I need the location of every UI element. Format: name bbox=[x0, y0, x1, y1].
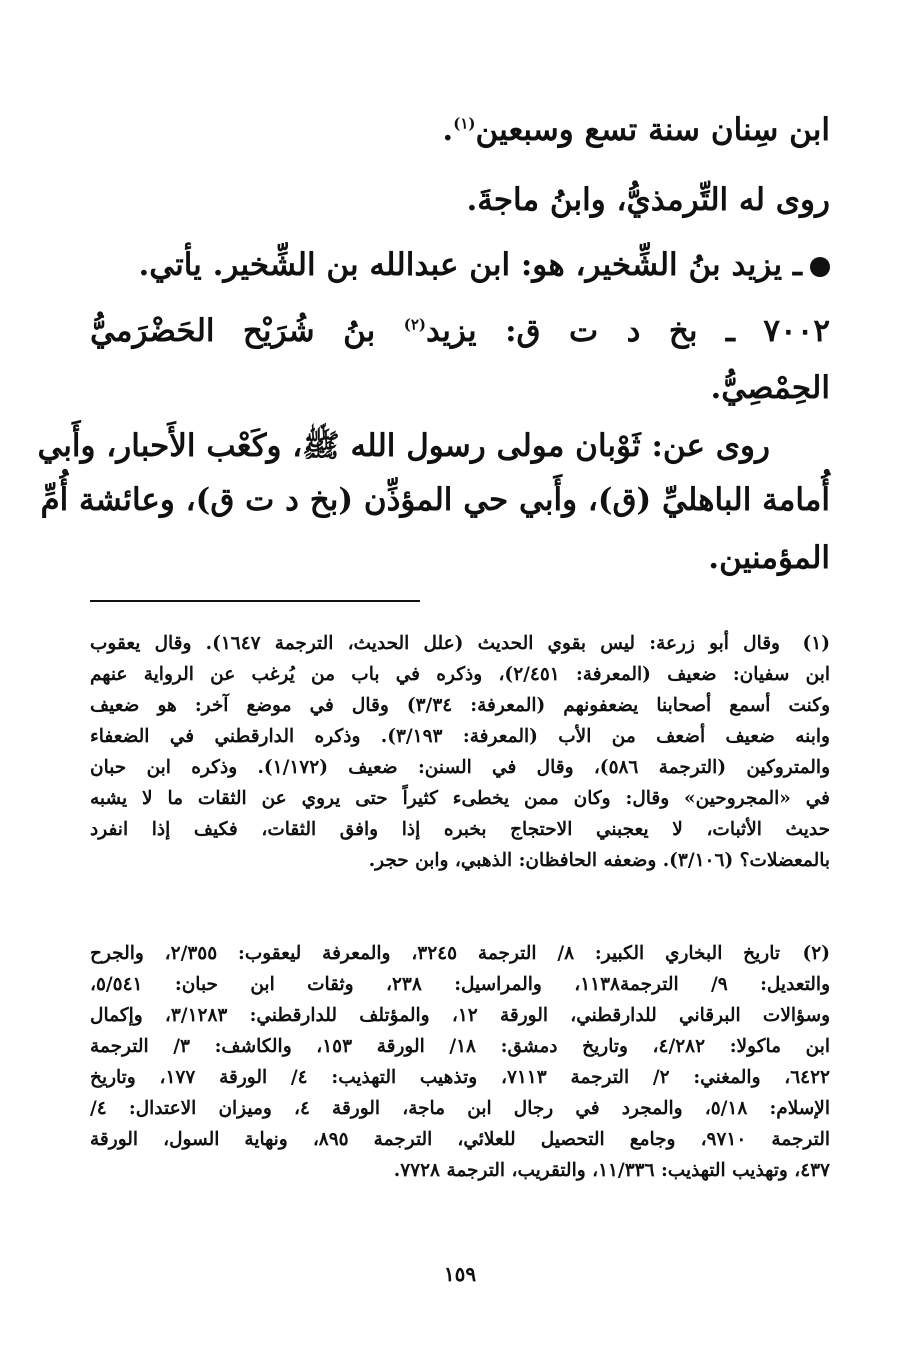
text-line-6: روى عن: ثَوْبان مولى رسول الله ﷺ، وكَعْب الأَحبار، وأَبي bbox=[37, 428, 770, 464]
line-1-end: . bbox=[442, 112, 454, 148]
footnote-1-line-4: وابنه ضعيف أضعف من الأب (المعرفة: ٣/١٩٣). وذكره الدارقطني في الضعفاء bbox=[90, 726, 830, 747]
footnote-2-line-1: تاريخ البخاري الكبير: ٨/ الترجمة ٣٢٤٥، والمعرفة ليعقوب: ٢/٣٥٥، والجرح bbox=[90, 943, 780, 964]
footnote-1 bbox=[90, 628, 830, 876]
bullet-icon bbox=[810, 257, 830, 277]
text-line-2: روى له التِّرمذيُّ، وابنُ ماجةَ. bbox=[466, 182, 830, 218]
text-line-8: المؤمنين. bbox=[708, 540, 830, 576]
footnote-1-line-6: في «المجروحين» وقال: وكان ممن يخطىء كثيراً حتى يروي عن الثقات ما لا يشبه bbox=[90, 788, 830, 809]
footnote-ref-2: (٢) bbox=[403, 315, 427, 334]
entry-heading-7002 bbox=[90, 313, 830, 350]
text-line-5: الحِمْصِيُّ. bbox=[710, 370, 830, 406]
entry-lineage: بنُ شُرَيْح الحَضْرَميُّ bbox=[90, 313, 376, 349]
footnote-2-line-8: ٤٣٧، وتهذيب التهذيب: ١١/٣٣٦، والتقريب، الترجمة ٧٧٢٨. bbox=[393, 1160, 830, 1181]
footnote-1-line-3: وكنت أسمع أصحابنا يضعفونهم (المعرفة: ٣/٣٤) وقال في موضع آخر: هو ضعيف bbox=[90, 695, 830, 716]
page-number: ١٥٩ bbox=[443, 1262, 477, 1286]
footnote-ref-1: (١) bbox=[453, 114, 476, 133]
footnote-1-line-8: بالمعضلات؟ (٣/١٠٦). وضعفه الحافظان: الذهبي، وابن حجر. bbox=[368, 850, 830, 871]
footnote-1-line-5: والمتروكين (الترجمة ٥٨٦)، وقال في السنن: ضعيف (١/١٧٢). وذكره ابن حبان bbox=[90, 757, 830, 778]
footnote-1-line-2: ابن سفيان: ضعيف (المعرفة: ٢/٤٥١)، وذكره في باب من يُرغب عن الرواية عنهم bbox=[90, 664, 830, 685]
line-3-dash: ـ bbox=[792, 247, 802, 283]
text-line-7: أُمامة الباهليِّ (ق)، وأَبي حي المؤذِّن (بخ د ت ق)، وعائشة أُمِّ bbox=[40, 482, 830, 518]
footnote-2-line-4: ابن ماكولا: ٤/٢٨٢، وتاريخ دمشق: ١٨/ الورقة ١٥٣، والكاشف: ٣/ الترجمة bbox=[90, 1036, 830, 1057]
footnote-separator bbox=[90, 600, 420, 602]
line-1-text: ابن سِنان سنة تسع وسبعين bbox=[475, 112, 830, 148]
footnote-2 bbox=[90, 938, 830, 1186]
footnote-2-line-3: وسؤالات البرقاني للدارقطني، الورقة ١٢، والمؤتلف للدارقطني: ٣/١٢٨٣، وإكمال bbox=[90, 1005, 830, 1026]
footnote-2-line-2: والتعديل: ٩/ الترجمة١١٣٨، والمراسيل: ٢٣٨، وثقات ابن حبان: ٥/٥٤١، bbox=[90, 974, 830, 995]
text-line-3 bbox=[90, 247, 830, 284]
footnote-1-line-7: حديث الأثبات، لا يعجبني الاحتجاج بخبره إذا وافق الثقات، فكيف إذا انفرد bbox=[90, 819, 830, 840]
book-page bbox=[37, 0, 831, 1346]
footnote-1-line-1: وقال أبو زرعة: ليس بقوي الحديث (علل الحديث، الترجمة ١٦٤٧). وقال يعقوب bbox=[90, 633, 780, 654]
footnote-2-number: (٢) bbox=[802, 943, 830, 964]
footnote-2-line-7: الترجمة ٩٧١٠، وجامع التحصيل للعلائي، الترجمة ٨٩٥، ونهاية السول، الورقة bbox=[90, 1129, 830, 1150]
entry-number-and-name: ٧٠٠٢ ـ بخ د ت ق: يزيد bbox=[426, 313, 831, 349]
text-line-1 bbox=[90, 112, 830, 149]
footnote-2-line-6: الإسلام: ٥/١٨، والمجرد في رجال ابن ماجة، الورقة ٤، وميزان الاعتدال: ٤/ bbox=[90, 1098, 830, 1119]
footnote-1-number: (١) bbox=[802, 633, 830, 654]
footnote-2-line-5: ٦٤٢٢، والمغني: ٢/ الترجمة ٧١١٣، وتذهيب التهذيب: ٤/ الورقة ١٧٧، وتاريخ bbox=[90, 1067, 830, 1088]
line-3-text: يزيد بنُ الشِّخير، هو: ابن عبدالله بن الشِّخير. يأتي. bbox=[138, 247, 783, 283]
